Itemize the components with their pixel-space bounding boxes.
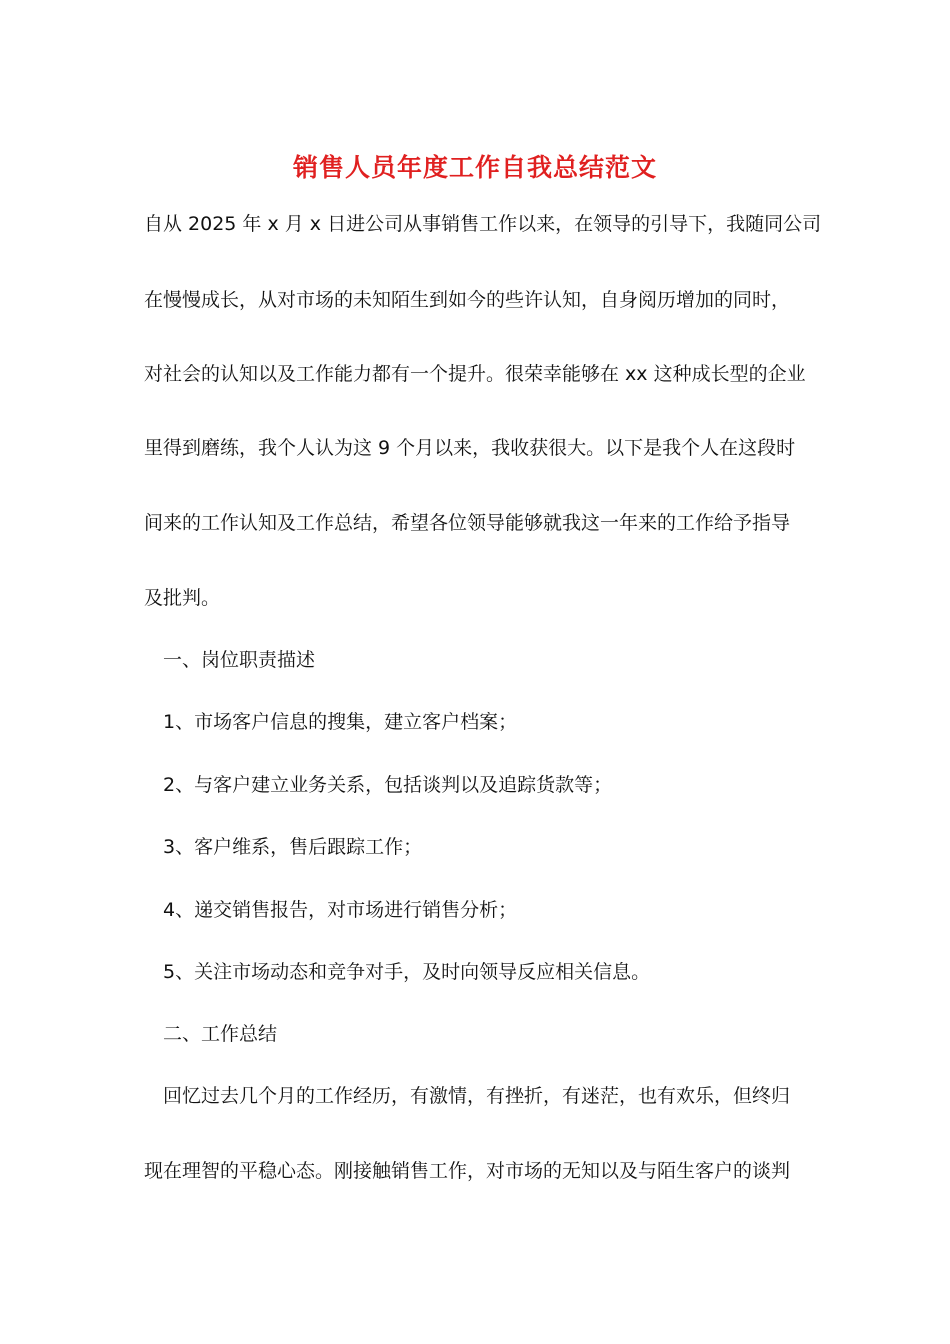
paragraph-line: 及批判。 (144, 587, 221, 609)
paragraph-line: 自从 2025 年 x 月 x 日进公司从事销售工作以来，在领导的引导下，我随同公司 (144, 213, 822, 235)
duty-item: 1、市场客户信息的搜集，建立客户档案； (163, 711, 518, 733)
paragraph-line: 在慢慢成长，从对市场的未知陌生到如今的些许认知，自身阅历增加的同时， (144, 289, 791, 311)
document-title: 销售人员年度工作自我总结范文 (292, 153, 657, 182)
paragraph-line: 回忆过去几个月的工作经历，有激情，有挫折，有迷茫，也有欢乐，但终归 (163, 1085, 791, 1107)
paragraph-line: 间来的工作认知及工作总结，希望各位领导能够就我这一年来的工作给予指导 (144, 512, 791, 534)
duty-item: 5、关注市场动态和竞争对手，及时向领导反应相关信息。 (163, 961, 651, 983)
paragraph-line: 对社会的认知以及工作能力都有一个提升。很荣幸能够在 xx 这种成长型的企业 (144, 363, 806, 385)
duty-item: 4、递交销售报告，对市场进行销售分析； (163, 899, 518, 921)
paragraph-line: 里得到磨练，我个人认为这 9 个月以来，我收获很大。以下是我个人在这段时 (144, 437, 796, 459)
duty-item: 3、客户维系，售后跟踪工作； (163, 836, 423, 858)
duty-item: 2、与客户建立业务关系，包括谈判以及追踪货款等； (163, 774, 613, 796)
section-heading-summary: 二、工作总结 (163, 1023, 278, 1045)
paragraph-line: 现在理智的平稳心态。刚接触销售工作，对市场的无知以及与陌生客户的谈判 (144, 1160, 791, 1182)
section-heading-duties: 一、岗位职责描述 (163, 649, 316, 671)
